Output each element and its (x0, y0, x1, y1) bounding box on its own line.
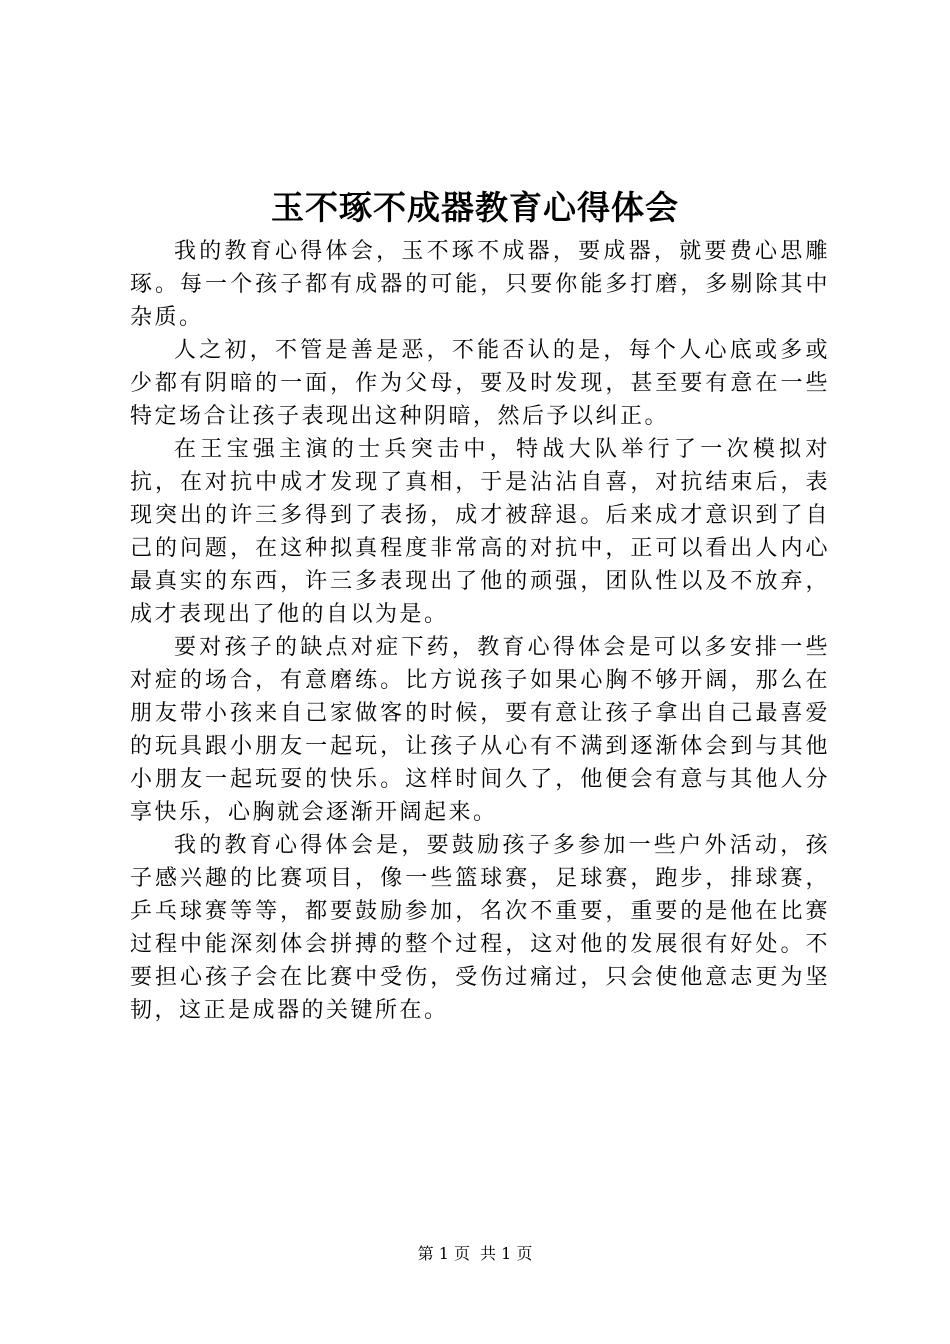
paragraph: 要对孩子的缺点对症下药，教育心得体会是可以多安排一些对症的场合，有意磨练。比方说孩子如果心胸不够开阔，那么在朋友带小孩来自己家做客的时候，要有意让孩子拿出自己最喜爱的玩具跟小朋友一起玩，让孩子从心有不满到逐渐体会到与其他小朋友一起玩耍的快乐。这样时间久了，他便会有意与其他人分享快乐，心胸就会逐渐开阔起来。 (130, 635, 830, 825)
document-body (130, 235, 830, 1027)
paragraph: 我的教育心得体会，玉不琢不成器，要成器，就要费心思雕琢。每一个孩子都有成器的可能，只要你能多打磨，多剔除其中杂质。 (130, 239, 830, 330)
page-footer (0, 1243, 950, 1265)
paragraph: 人之初，不管是善是恶，不能否认的是，每个人心底或多或少都有阴暗的一面，作为父母，要及时发现，甚至要有意在一些特定场合让孩子表现出这种阴暗，然后予以纠正。 (130, 338, 830, 429)
paragraph: 我的教育心得体会是，要鼓励孩子多参加一些户外活动，孩子感兴趣的比赛项目，像一些篮球赛，足球赛，跑步，排球赛，乒乓球赛等等，都要鼓励参加，名次不重要，重要的是他在比赛过程中能深刻体会拼搏的整个过程，这对他的发展很有好处。不要担心孩子会在比赛中受伤，受伤过痛过，只会使他意志更为坚韧，这正是成器的关键所在。 (130, 833, 830, 1023)
page-number: 第 1 页 (417, 1244, 470, 1263)
paragraph: 在王宝强主演的士兵突击中，特战大队举行了一次模拟对抗，在对抗中成才发现了真相，于是沾沾自喜，对抗结束后，表现突出的许三多得到了表扬，成才被辞退。后来成才意识到了自己的问题，在这种拟真程度非常高的对抗中，正可以看出人内心最真实的东西，许三多表现出了他的顽强，团队性以及不放弃，成才表现出了他的自以为是。 (130, 437, 830, 627)
document-title: 玉不琢不成器教育心得体会 (271, 188, 679, 227)
page-count: 共 1 页 (480, 1244, 533, 1263)
